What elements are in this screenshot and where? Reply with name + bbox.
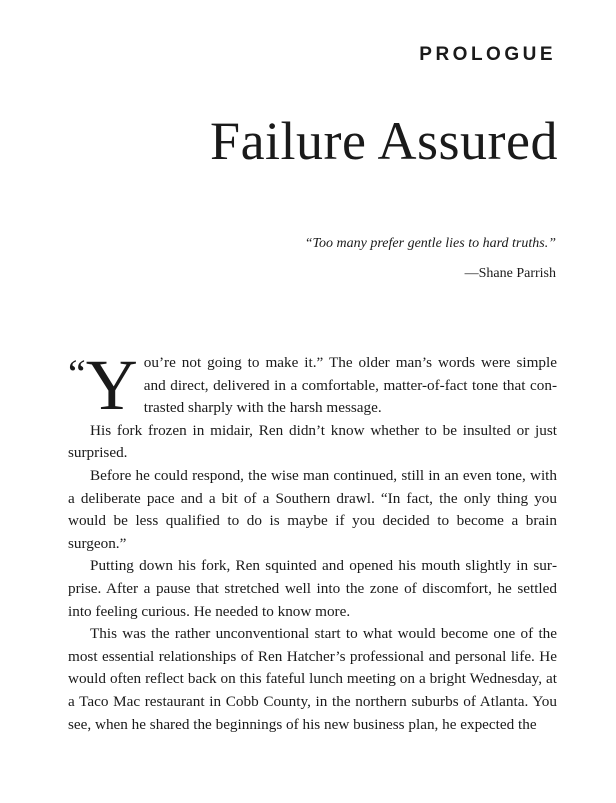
- epigraph-quote: “Too many prefer gentle lies to hard truths.”: [304, 236, 556, 251]
- paragraph: Before he could respond, the wise man continued, still in an even tone, with a deliberate pace and a bit of a Southern drawl. “In fact, the only thing you would be less qualified to do is maybe if you decided to become a brain surgeon.”: [68, 466, 557, 552]
- epigraph-attribution: —Shane Parrish: [464, 266, 556, 281]
- paragraph-text: ou’re not going to make it.” The older man’s words were simple and direct, delivered in a comfortable, matter-of-fact tone that contrasted sharply with the harsh message.: [143, 354, 557, 417]
- drop-cap-letter: Y: [85, 345, 138, 425]
- drop-cap-quote: “: [68, 351, 86, 396]
- body-text: [68, 345, 557, 736]
- paragraph: His fork frozen in midair, Ren didn’t know whether to be insulted or just surprised.: [68, 421, 557, 462]
- paragraph: [68, 345, 557, 425]
- drop-cap: [68, 345, 138, 425]
- chapter-label: PROLOGUE: [419, 44, 556, 65]
- paragraph: This was the rather unconventional start to what would become one of the most essential relationships of Ren Hatcher’s professional and personal life. He would often reflect back on this fateful lunch meeting on a bright Wednesday, at a Taco Mac restaurant in Cobb County, in the northern suburbs of Atlanta. You see, when he shared the beginnings of his new business plan, he expected the: [68, 625, 557, 733]
- paragraph: Putting down his fork, Ren squinted and opened his mouth slightly in surprise. After a pause that stretched well into the zone of discomfort, he settled into feeling curious. He needed to know more.: [68, 557, 557, 620]
- chapter-title: Failure Assured: [210, 111, 558, 171]
